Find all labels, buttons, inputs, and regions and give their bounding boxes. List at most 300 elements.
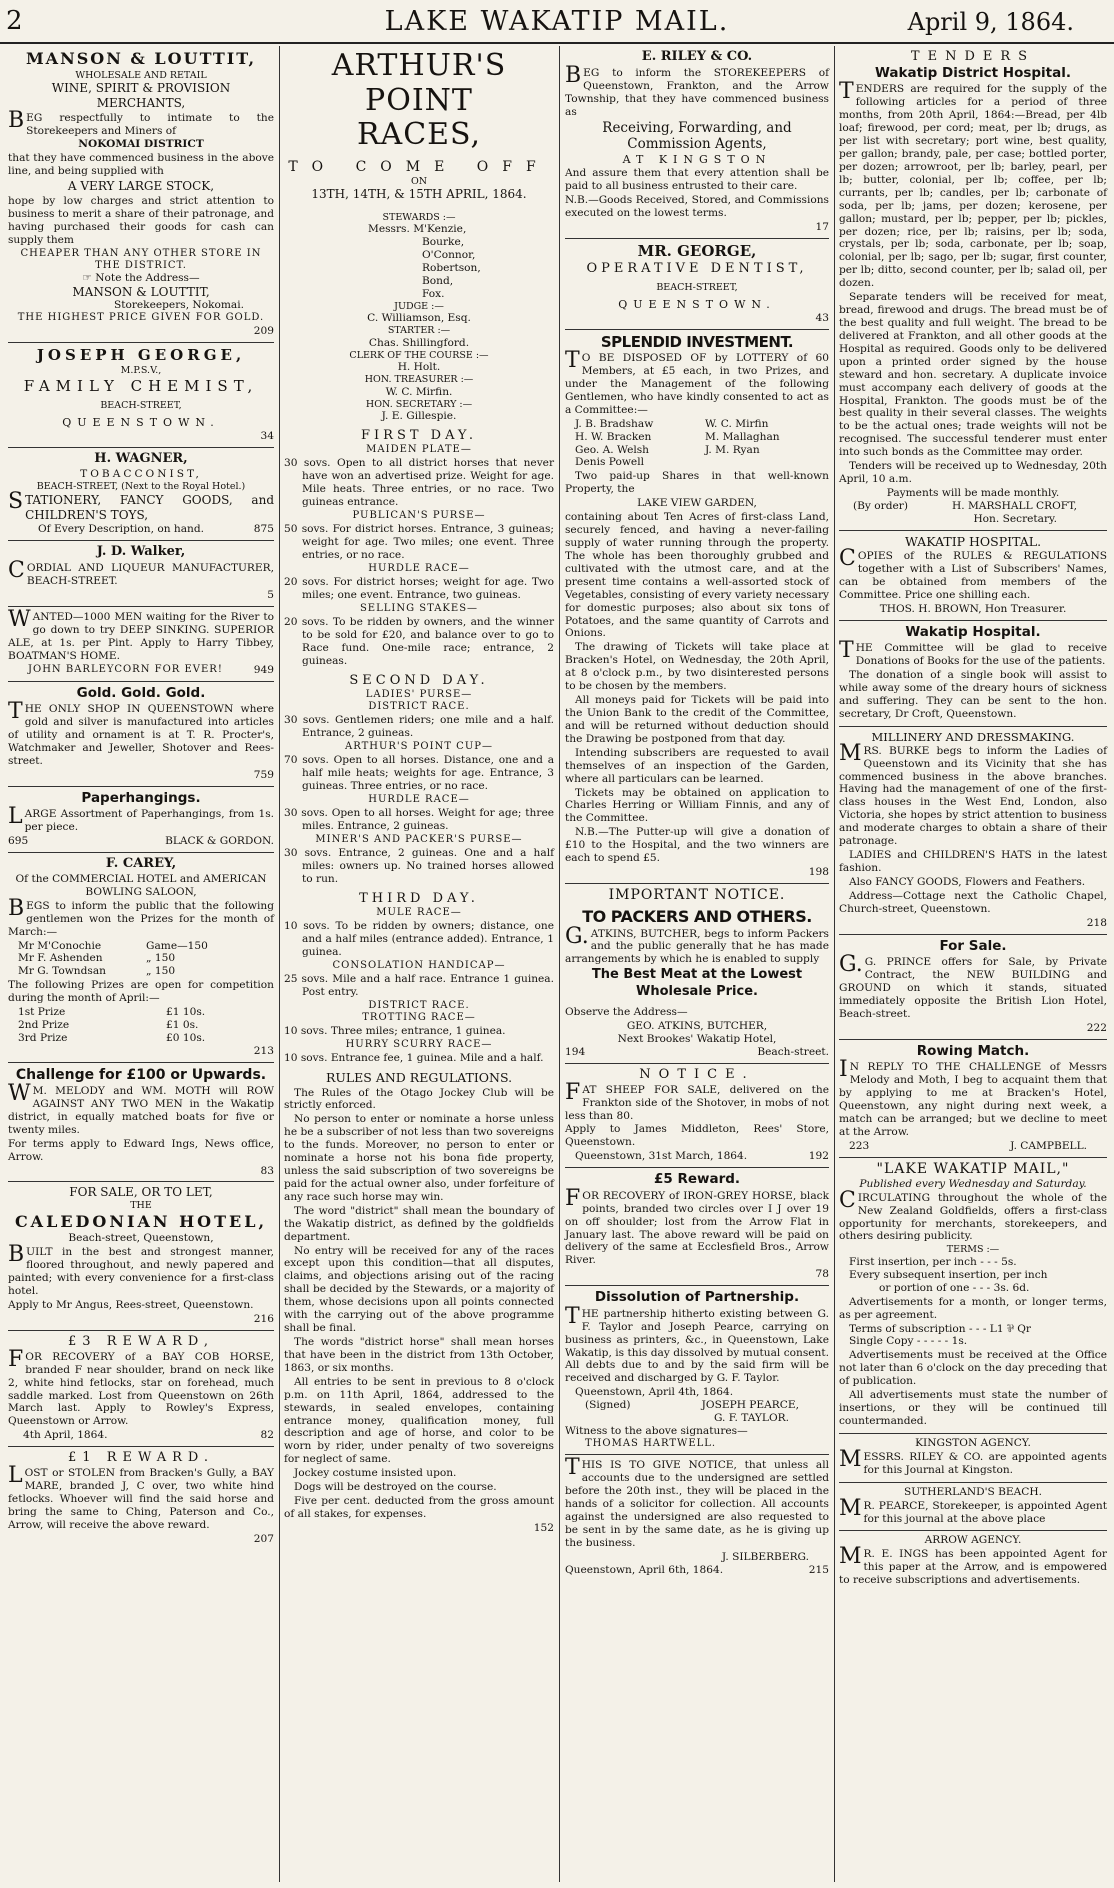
ad-number: 5 (267, 589, 274, 602)
day-heading: SECOND DAY. (349, 672, 489, 688)
ad-paragraph: containing about Ten Acres of first-class Land, securely fenced, and having a never-failing supply of water running through the property. The whole has been thoroughly grubbed and cultivated with the utmost care, and at the present time contains a well-assorted stock of Vegetables, consisting of every variety necessary for domestic purposes; also about six tons of Potatoes, and the same quantity of Carrots and Onions. (565, 511, 829, 640)
race-subname: DISTRICT RACE. (368, 701, 470, 713)
ad-signature: JOHN BARLEYCORN FOR EVER! (28, 663, 223, 675)
ad-arthurs-point-races (284, 46, 554, 1539)
ad-dissolution (565, 1286, 829, 1455)
race-amount: 30 sovs. (284, 457, 331, 470)
winners-row (8, 940, 274, 953)
prize-row (8, 1006, 274, 1019)
ad-title: E. RILEY & CO. (641, 49, 753, 64)
race-text: Mile and a half race. Entrance 1 guinea. Post entry. (302, 973, 554, 998)
ad-body: WANTED—1000 MEN waiting for the River to go down to try DEEP SINKING. SUPERIOR ALE, at 1s. per Pint. Apply to Harry Tibbey, BOATMAN'S HOME. (8, 607, 274, 662)
committee-member: Geo. A. Welsh (575, 443, 649, 456)
ad-witness-name: THOMAS HARTWELL. (585, 1437, 717, 1449)
ad-walker (8, 541, 274, 607)
ad-number: 949 (253, 663, 274, 676)
race-text: Open to all horses. Weight for age; three miles. Entrance, 2 guineas. (302, 807, 554, 833)
prize-row (8, 1032, 274, 1045)
ad-signature: H. MARSHALL CROFT, (951, 499, 1077, 512)
steward: Messrs. M'Kenzie, (368, 223, 467, 236)
ad-body: FAT SHEEP FOR SALE, delivered on the Frankton side of the Shotover, in mobs of not less than 80. (565, 1079, 829, 1122)
ad-body: THE partnership hitherto existing between G. F. Taylor and Joseph Pearce, carrying on business as printers, &c., in Queenstown, Lake Wakatip, is this day dissolved by mutual consent. All debts due to and by the said firm will be received and discharged by G. F. Taylor. (565, 1303, 829, 1385)
ad-order: (By order) (853, 499, 908, 512)
ad-subtitle: M.P.S.V., (120, 365, 162, 376)
ad-number: 223 (849, 1139, 870, 1152)
terms-line: First insertion, per inch - - - 5s. (849, 1255, 1017, 1268)
ad-body: IN REPLY TO THE CHALLENGE of Messrs Melody and Moth, I beg to acquaint them that by applying to me at Bracken's Hotel, Queenstown, any night during next week, a match can be arranged; but we decline to meet at the Arrow. (839, 1057, 1107, 1138)
ad-body: THE ONLY SHOP IN QUEENSTOWN where gold and silver is manufactured into articles of utility and ornament is at T. R. Procter's, Watchmaker and Jeweller, Shotover and Rees-street. (8, 699, 274, 767)
race-text: Gentlemen riders; one mile and a half. Entrance, 2 guineas. (302, 714, 554, 740)
issue-date: April 9, 1864. (907, 8, 1074, 36)
ad-head: FOR SALE, OR TO LET, (69, 1185, 213, 1200)
race-entry (284, 847, 554, 886)
ad-reward-3 (8, 1331, 274, 1447)
terms-line: Advertisements for a month, or longer terms, as per agreement. (839, 1295, 1107, 1321)
race-text: To be ridden by owners; distance, one and a half miles (entrance added). Entrance, 1 guinea. (302, 920, 554, 958)
ad-body: STATIONERY, FANCY GOODS, and CHILDREN'S TOYS, (8, 489, 274, 522)
ad-paragraph: Tickets may be obtained on application to Charles Herring or William Finnis, and any of the Committee. (565, 786, 829, 825)
race-text: Entrance, 2 guineas. One and a half miles: owners up. No trained horses allowed to run. (302, 847, 555, 886)
ad-address: Address—Cottage next the Catholic Chapel, Church-street, Queenstown. (839, 889, 1107, 915)
terms-line: All advertisements must state the number of insertions, or they will be continued till countermanded. (839, 1389, 1107, 1428)
rule-paragraph: Jockey costume insisted upon. (294, 1467, 457, 1480)
race-amount: 10 sovs. (284, 1052, 328, 1065)
ad-observe: Observe the Address— (565, 1006, 688, 1019)
ad-stock: A VERY LARGE STOCK, (67, 179, 215, 194)
ad-title: MR. GEORGE, (637, 241, 757, 260)
treasurer-name: W. C. Mirfin. (385, 385, 453, 398)
ad-paragraph: Payments will be made monthly. (886, 486, 1060, 499)
ad-paragraph: N.B.—The Putter-up will give a donation of £10 to the Hospital, and the two winners are each to spend £5. (565, 826, 829, 865)
ad-trade: OPERATIVE DENTIST, (586, 261, 808, 277)
race-amount: 10 sovs. (284, 1025, 328, 1038)
race-entry (284, 714, 554, 740)
ad-body: BEG respectfully to intimate to the Storekeepers and Miners of (8, 107, 274, 137)
ad-arrow-agency (839, 1531, 1107, 1592)
ad-number: 194 (565, 1045, 586, 1058)
ad-title: Wakatip Hospital. (905, 623, 1041, 640)
ad-number: 82 (260, 1429, 274, 1442)
terms-heading: TERMS :— (946, 1244, 1000, 1256)
steward: O'Connor, (422, 249, 476, 262)
ad-signature: G. F. TAYLOR. (713, 1412, 789, 1425)
terms-line: Every subsequent insertion, per inch (849, 1268, 1048, 1281)
winner-name: Mr M'Conochie (18, 939, 102, 952)
rule-paragraph: The Rules of the Otago Jockey Club will be strictly enforced. (284, 1086, 554, 1112)
rule-paragraph: Dogs will be destroyed on the course. (294, 1481, 497, 1494)
ad-signature: J. CAMPBELL. (1010, 1139, 1087, 1152)
prize-row (8, 1019, 274, 1032)
ad-date: Queenstown, 31st March, 1864. (575, 1150, 748, 1163)
ad-street: Beach-street. (757, 1045, 829, 1058)
day-heading: FIRST DAY. (361, 428, 477, 444)
masthead (0, 0, 1114, 44)
ad-carey (8, 853, 274, 1063)
rule-paragraph: The words "district horse" shall mean horses that have been in the district from 13th October, 1863, or six months. (284, 1336, 554, 1374)
column-4 (836, 46, 1110, 1884)
ad-number: 17 (815, 220, 829, 233)
ad-number: 213 (253, 1044, 274, 1057)
ad-title: IMPORTANT NOTICE. (608, 886, 786, 903)
ad-joseph-george (8, 343, 274, 448)
ad-title: H. WAGNER, (94, 450, 188, 466)
ad-date: 4th April, 1864. (23, 1429, 108, 1442)
committee-member: M. Mallaghan (705, 430, 780, 443)
ad-body: CORDIAL AND LIQUEUR MANUFACTURER, BEACH-STREET. (8, 558, 274, 588)
ad-district: NOKOMAI DISTRICT (78, 138, 204, 151)
ad-subtitle: WHOLESALE AND RETAIL (75, 69, 207, 81)
races-come-off: TO COME OFF (288, 158, 550, 175)
ad-the: THE (130, 1200, 152, 1212)
race-amount: 30 sovs. (284, 807, 328, 820)
race-text: Open to all horses. Distance, one and a half mile heats; weights for age. Entrance, 3 guineas. Three entries, or no race. (302, 754, 555, 793)
judge-name: C. Williamson, Esq. (367, 312, 471, 325)
ad-street: BEACH-STREET, (656, 281, 738, 293)
rule-paragraph: No person to enter or nominate a horse unless he be a subscriber of not less than two sovereigns to the funds. Moreover, no person to enter or nominate a horse not his bona fide property, unless the said subscription of two sovereigns be paid for the actual owner also, under forfeiture of any race such horse may win. (284, 1113, 554, 1203)
ad-body: CIRCULATING throughout the whole of the New Zealand Goldfields, offers a first-class opportunity for merchants, storekeepers, and others desiring publicity. (839, 1187, 1107, 1243)
ad-head: TENDERS (910, 49, 1036, 64)
column-rule (834, 46, 835, 1882)
ad-body: BEGS to inform the public that the following gentlemen won the Prizes for the month of March:— (8, 895, 274, 938)
rule-paragraph: The word "district" shall mean the boundary of the Wakatip district, as defined by the goldfields department. (284, 1204, 554, 1243)
ad-kingston-agency (839, 1434, 1107, 1483)
ad-signature: JOSEPH PEARCE, (701, 1399, 799, 1412)
ad-town: QUEENSTOWN. (62, 416, 220, 430)
ad-name: GEO. ATKINS, BUTCHER, (626, 1020, 768, 1033)
steward: Bond, (422, 275, 454, 288)
steward: Robertson, (422, 262, 481, 275)
ad-caledonian (8, 1182, 274, 1330)
ad-number: 222 (1086, 1021, 1107, 1034)
ad-title: £5 Reward. (653, 1171, 741, 1188)
ad-title: Paperhangings. (81, 789, 201, 806)
ad-reward-5 (565, 1168, 829, 1286)
ad-title: Wakatip District Hospital. (874, 64, 1072, 81)
race-name: MAIDEN PLATE— (366, 444, 472, 456)
ad-body: TENDERS are required for the supply of the following articles for a period of three months, from 20th April, 1864:—Bread, per 4lb loaf; firewood, per cord; meat, per lb; drugs, as per list with secretary; port wine, best quality, per gallon; brandy, pale, per case; bottled porter, per dozen; arrowroot, per lb; barley, pearl, per lb; butter, colonial, per lb; coffee, per lb; currants, per lb; candles, per lb; carbonate of soda, per lb; jams, per dozen; kerosene, per gallon; mustard, per lb; pepper, per lb; pickles, per dozen; rice, per lb; raisins, per lb; soda, crystals, per lb; soda, carbonate, per lb; soap, colonial, per lb; sago, per lb; sugar, first counter, per lb; ditto, second counter, per lb; salad oil, per dozen. (839, 79, 1107, 290)
ad-tenders (839, 46, 1107, 531)
ad-number: 192 (808, 1150, 829, 1163)
race-amount: 30 sovs. (284, 714, 330, 727)
column-1 (5, 46, 277, 1884)
race-entry (284, 807, 554, 833)
ad-title: WAKATIP HOSPITAL. (904, 533, 1042, 549)
race-name: HURDLE RACE— (368, 794, 470, 806)
ad-location: AT KINGSTON (622, 152, 772, 166)
ad-paragraph: Separate tenders will be received for meat, bread, firewood and drugs. The bread must be of the best quality and full weight. The bread to be delivered at Frankton, and all other goods at the Hospital as required. Goods only to be delivered upon a printed order signed by the house steward and hon. secretary. A duplicate invoice must accompany each delivery of goods at the Hospital, Frankton. The goods must be of the best quality in their several classes. The weights to be the actual ones; trade weights will not be recognised. The successful tenderer must enter into such bonds as the Committee may order. (839, 291, 1107, 459)
race-name: ARTHUR'S POINT CUP— (345, 741, 493, 753)
ad-number: 759 (253, 768, 274, 781)
treasurer-heading: HON. TREASURER :— (364, 374, 474, 386)
ad-challenge (8, 1063, 274, 1183)
race-name: LADIES' PURSE— (365, 688, 473, 700)
race-subname: TROTTING RACE— (362, 1012, 476, 1024)
ad-fancy: Also FANCY GOODS, Flowers and Feathers. (849, 875, 1086, 888)
ad-body: LOST or STOLEN from Bracken's Gully, a BAY MARE, branded J, C over, two white hind fetlocks. Whoever will find the said horse and bring the same to Ching, Paterson and Co., Arrow, will receive the above reward. (8, 1463, 274, 1531)
ad-number: 218 (1086, 916, 1107, 929)
race-amount: 30 sovs. (284, 847, 332, 860)
ad-signed: (Signed) (585, 1399, 631, 1412)
ad-body: The donation of a single book will assist to while away some of the dreary hours of sickness and suffering. They can be sent to the hon. secretary, Dr Croft, Queenstown. (839, 669, 1107, 720)
ad-number: 152 (533, 1521, 554, 1534)
ad-witness: Witness to the above signatures— (565, 1425, 748, 1438)
ad-note: ☞ Note the Address— (82, 271, 200, 284)
ad-title: Dissolution of Partnership. (594, 1289, 800, 1306)
rule-paragraph: All entries to be sent in previous to 8 o'clock p.m. on 11th April, 1864, addressed to the stewards, in sealed envelopes, containing entrance money, qualification money, full description and age of horse, and color to be worn by rider, under penalty of two sovereigns for neglect of same. (284, 1375, 554, 1466)
ad-rowing-match (839, 1040, 1107, 1158)
prize-place: 2nd Prize (18, 1019, 70, 1032)
race-entry (284, 616, 554, 668)
column-3 (562, 46, 832, 1884)
races-on: ON (410, 175, 428, 187)
ad-date: Queenstown, April 4th, 1864. (575, 1386, 734, 1399)
ad-number: 83 (260, 1164, 274, 1177)
race-entry (284, 523, 554, 562)
ad-title: Rowing Match. (916, 1042, 1030, 1059)
judge-heading: JUDGE :— (394, 300, 444, 312)
ad-body: LARGE Assortment of Paperhangings, from 1s. per piece. (8, 804, 274, 834)
ad-paragraph: All moneys paid for Tickets will be paid into the Union Bank to the credit of the Committee, and will be returned without deduction should the Drawing be postponed from that day. (565, 694, 829, 745)
race-name: MULE RACE— (376, 906, 462, 918)
race-text: For district horses; weight for age. Two miles; one event. Entrance, two guineas. (302, 576, 555, 602)
prize-place: 3rd Prize (18, 1031, 68, 1044)
ad-trade: TOBACCONIST, (80, 467, 202, 480)
ad-apply: Apply to James Middleton, Rees' Store, Queenstown. (565, 1123, 829, 1149)
race-entry (284, 457, 554, 509)
ad-wakatip-hospital-rules (839, 531, 1107, 621)
winner-name: Mr G. Towndsan (18, 965, 106, 978)
rule-paragraph: Five per cent. deducted from the gross amount of all stakes, for expenses. (284, 1495, 554, 1520)
committee-member: J. M. Ryan (705, 443, 760, 456)
ad-silberberg (565, 1455, 829, 1580)
ad-paperhangings (8, 787, 274, 853)
day-heading: THIRD DAY. (359, 891, 479, 906)
race-amount: 20 sovs. (284, 576, 329, 589)
ad-town: QUEENSTOWN. (618, 298, 776, 312)
newspaper-title: LAKE WAKATIP MAIL. (384, 6, 730, 37)
ad-desc: Of Every Description, on hand. (38, 523, 205, 536)
ad-manson-louttit (8, 46, 274, 343)
ad-number: 198 (808, 866, 829, 879)
race-name: CONSOLATION HANDICAP— (332, 959, 506, 971)
ad-body: MR. PEARCE, Storekeeper, is appointed Agent for this journal at the above place (839, 1495, 1107, 1525)
ad-paragraph: The drawing of Tickets will take place at Bracken's Hotel, on Wednesday, the 20th April, at 8 o'clock p.m., by two disinterested persons to be chosen by the members. (565, 641, 829, 693)
race-amount: 20 sovs. (284, 616, 329, 629)
committee-member: Denis Powell (575, 456, 644, 469)
rule-paragraph: No entry will be received for any of the races except upon this condition—that all disputes, claims, and objections arising out of the racing shall be decided by the Stewards, or a majority of them, whose decisions upon all points connected with the carrying out of the above programme shall be final. (284, 1244, 554, 1335)
race-entry (284, 754, 554, 793)
committee-list (565, 418, 829, 470)
ad-body: COPIES of the RULES & REGULATIONS together with a List of Subscribers' Names, can be obtained from members of the Committee. Price one shilling each. (839, 546, 1107, 601)
ad-body: Two paid-up Shares in that well-known Property, the (565, 470, 829, 496)
ad-number: 216 (253, 1312, 274, 1325)
ad-title: F. CAREY, (105, 856, 177, 871)
ad-wakatip-hospital-books (839, 621, 1107, 727)
winner-game: „ 150 (146, 952, 176, 965)
winner-game: Game—150 (146, 939, 208, 952)
ad-title: J. D. Walker, (96, 544, 186, 560)
column-rule (279, 46, 280, 1882)
terms-line: or portion of one - - - 3s. 6d. (879, 1281, 1030, 1294)
ad-title: ARROW AGENCY. (924, 1534, 1022, 1547)
column-2 (281, 46, 557, 1884)
stewards-list (284, 223, 554, 301)
winner-game: „ 150 (146, 965, 176, 978)
ad-body: MR. E. INGS has been appointed Agent for this paper at the Arrow, and is empowered to receive subscriptions and advertisements. (839, 1544, 1107, 1587)
ad-address: Next Brookes' Wakatip Hotel, (617, 1032, 777, 1045)
ad-reward-1 (8, 1447, 274, 1549)
ad-date: Queenstown, April 6th, 1864. (565, 1563, 724, 1576)
ad-price: THE HIGHEST PRICE GIVEN FOR GOLD. (17, 312, 265, 324)
race-text: Open to all district horses that never have won an advertised prize. Weight for age. Mile heats. Three entries, or no race. Two guineas entrance. (302, 457, 555, 509)
ad-subtitle: Of the COMMERCIAL HOTEL and AMERICAN BOWLING SALOON, (15, 872, 267, 898)
race-amount: 70 sovs. (284, 754, 329, 767)
ad-number: 78 (815, 1268, 829, 1281)
ad-body: The following Prizes are open for competition during the month of April:— (8, 979, 274, 1005)
races-dates: 13TH, 14TH, & 15TH APRIL, 1864. (311, 187, 527, 202)
secretary-name: J. E. Gillespie. (381, 410, 457, 423)
page-number: 2 (6, 6, 23, 36)
ad-name: MANSON & LOUTTIT, (72, 284, 210, 299)
ad-title: £1 REWARD. (68, 1450, 214, 1466)
ad-signature: J. SILBERBERG. (721, 1550, 809, 1563)
ad-title: SPLENDID INVESTMENT. (600, 332, 794, 351)
race-text: Entrance fee, 1 guinea. Mile and a half. (330, 1052, 544, 1065)
ad-body: THIS IS TO GIVE NOTICE, that unless all accounts due to the undersigned are settled before the 20th inst., they will be placed in the hands of a solicitor for collection. All accounts against the undersigned are also requested to be sent in by the same date, as he is giving up the business. (565, 1455, 829, 1549)
ad-important-notice (565, 884, 829, 1064)
races-title: RACES, (356, 117, 482, 152)
race-name: DISTRICT RACE. (368, 999, 470, 1011)
steward: Bourke, (422, 236, 465, 249)
steward: Fox. (422, 287, 445, 300)
ad-number: 207 (253, 1532, 274, 1545)
race-entry (284, 973, 554, 999)
ad-address: BEACH-STREET, (Next to the Royal Hotel.) (36, 480, 246, 492)
clerk-heading: CLERK OF THE COURSE :— (349, 349, 489, 361)
ad-body: THE Committee will be glad to receive Donations of Books for the use of the patients. (839, 638, 1107, 668)
ad-title: Challenge for £100 or Upwards. (15, 1066, 267, 1083)
ad-splendid-investment (565, 330, 829, 884)
ad-paragraph: Intending subscribers are requested to avail themselves of an inspection of the Garden, where all particulars can be learned. (565, 746, 829, 785)
rules-heading: RULES AND REGULATIONS. (325, 1070, 513, 1086)
ad-body: that they have commenced business in the above line, and being supplied with (8, 152, 274, 178)
committee-member (705, 456, 829, 469)
ad-body: G.ATKINS, BUTCHER, begs to inform Packers and the public generally that he has made arrangements by which he is enabled to supply (565, 923, 829, 966)
ad-trade: WINE, SPIRIT & PROVISION MERCHANTS, (51, 81, 231, 110)
ad-title: CALEDONIAN HOTEL, (14, 1211, 268, 1231)
winners-row (8, 952, 274, 965)
ad-garden: LAKE VIEW GARDEN, (637, 497, 757, 510)
race-text: To be ridden by owners, and the winner to be sold for £20, and balance over to go to Race fund. One-mile race; entrance, 2 guineas. (302, 616, 555, 668)
ad-body: G.G. PRINCE offers for Sale, by Private Contract, the NEW BUILDING and GROUND on which it stands, situated immediately opposite the British Lion Hotel, Beach-street. (839, 952, 1107, 1020)
committee-member: W. C. Mirfin (705, 417, 769, 430)
ad-lake-wakatip-mail (839, 1158, 1107, 1434)
ad-number: 209 (253, 324, 274, 337)
race-name: PUBLICAN'S PURSE— (352, 510, 486, 522)
ad-title: MILLINERY AND DRESSMAKING. (871, 729, 1075, 744)
race-entry (284, 576, 554, 602)
terms-line: Single Copy - - - - - 1s. (849, 1335, 968, 1348)
ad-title: "LAKE WAKATIP MAIL," (876, 1160, 1070, 1177)
ad-notice-sheep (565, 1064, 829, 1168)
ad-body: WM. MELODY and WM. MOTH will ROW AGAINST ANY TWO MEN in the Wakatip district, in equally matched boats for five or twenty miles. (8, 1080, 274, 1136)
ad-publication: Published every Wednesday and Saturday. (859, 1177, 1087, 1190)
prize-place: 1st Prize (18, 1006, 66, 1019)
ad-cheaper: CHEAPER THAN ANY OTHER STORE IN THE DISTRICT. (20, 247, 262, 271)
ad-body: FOR RECOVERY of IRON-GREY HORSE, black points, branded two circles over I J over 19 on off shoulder; lost from the Arrow Flat in January last. The above reward will be paid on delivery of the same at Ecclesfield Bros., Arrow River. (565, 1185, 829, 1267)
ad-title: NOTICE. (639, 1066, 755, 1082)
race-entry (284, 1025, 554, 1038)
secretary-heading: HON. SECRETARY :— (365, 398, 473, 410)
ad-body: BUILT in the best and strongest manner, floored throughout, and newly papered and painted; with every convenience for a first-class hotel. (8, 1242, 274, 1298)
ad-subtitle: TO PACKERS AND OTHERS. (582, 907, 812, 927)
ad-terms: For terms apply to Edward Ings, News office, Arrow. (8, 1137, 274, 1163)
ad-body: MRS. BURKE begs to inform the Ladies of Queenstown and its Vicinity that she has commenced business in the above branches. Having had the management of one of the first-class houses in the West End, London, also Victoria, she hopes by strict attention to business and moderate charges to obtain a share of their patronage. (839, 740, 1107, 848)
prize-amount: £1 10s. (166, 1006, 206, 1019)
ad-number: 875 (253, 523, 274, 536)
ad-riley (565, 46, 829, 239)
starter-heading: STARTER :— (387, 325, 451, 337)
terms-line: Terms of subscription - - - L1 ⅌ Qr (849, 1322, 1031, 1335)
ad-body: hope by low charges and strict attention to business to merit a share of their patronage, and having purchased their goods for cash can supply them (8, 194, 274, 246)
ad-address: Beach-street, Queenstown, (68, 1232, 214, 1245)
ad-body: TO BE DISPOSED OF by LOTTERY of 60 Members, at £5 each, in two Prizes, and under the Management of the following Gentlemen, who have kindly consented to act as a Committee:— (565, 348, 829, 416)
ad-body: BEG to inform the STOREKEEPERS of Queenstown, Frankton, and the Arrow Township, that they have commenced business as (565, 62, 829, 118)
race-entry (284, 1052, 554, 1065)
ad-number: 695 (8, 835, 29, 848)
race-amount: 10 sovs. (284, 920, 330, 933)
race-name: MINER'S AND PACKER'S PURSE— (315, 834, 523, 846)
committee-member: H. W. Bracken (575, 430, 652, 443)
ad-signature: BLACK & GORDON. (165, 835, 274, 848)
ad-number: 215 (808, 1563, 829, 1576)
ad-sutherlands-beach (839, 1483, 1107, 1532)
race-name: HURDLE RACE— (368, 563, 470, 575)
ad-title: For Sale. (939, 937, 1007, 954)
winners-row (8, 965, 274, 978)
clerk-name: H. Holt. (397, 361, 441, 374)
ad-street: BEACH-STREET, (100, 399, 182, 411)
ad-wanted (8, 607, 274, 682)
ad-signature: THOS. H. BROWN, Hon Treasurer. (879, 602, 1067, 615)
ad-wagner (8, 448, 274, 542)
race-text: For district horses. Entrance, 3 guineas; weight for age. Two miles; one event. Three entries, or no race. (302, 523, 554, 562)
ad-gold (8, 682, 274, 787)
ad-apply: Apply to Mr Angus, Rees-street, Queenstown. (8, 1299, 254, 1312)
ad-store: Storekeepers, Nokomai. (113, 299, 244, 312)
ad-body: FOR RECOVERY of a BAY COB HORSE, branded F near shoulder, brand on neck like 2, white hind fetlocks, star on forehead, much saddle marked. Lost from Queenstown on 26th March last. Apply to Rowley's Express, Queenstown or Arrow. (8, 1346, 274, 1428)
ad-body: MESSRS. RILEY & CO. are appointed agents for this Journal at Kingston. (839, 1446, 1107, 1476)
ad-title: KINGSTON AGENCY. (915, 1436, 1031, 1449)
ad-paragraph: Tenders will be received up to Wednesday, 20th April, 10 a.m. (839, 460, 1107, 486)
prize-amount: £1 0s. (166, 1019, 199, 1032)
ad-nb: N.B.—Goods Received, Stored, and Commissions executed on the lowest terms. (565, 193, 829, 219)
race-amount: 50 sovs. (284, 523, 329, 536)
ad-trade: Receiving, Forwarding, and Commission Agents, (602, 119, 792, 153)
ad-number: 34 (260, 429, 274, 442)
column-rule (559, 46, 560, 1882)
ad-title: Gold. Gold. Gold. (76, 684, 206, 701)
committee-member: J. B. Bradshaw (575, 417, 654, 430)
stewards-heading: STEWARDS :— (382, 211, 456, 223)
race-amount: 25 sovs. (284, 973, 329, 985)
ad-millinery (839, 727, 1107, 935)
races-title: ARTHUR'S POINT (331, 48, 507, 118)
ad-body: And assure them that every attention shall be paid to all business entrusted to their care. (565, 166, 829, 192)
starter-name: Chas. Shillingford. (368, 336, 470, 349)
race-entry (284, 920, 554, 959)
ad-role: Hon. Secretary. (973, 512, 1057, 525)
